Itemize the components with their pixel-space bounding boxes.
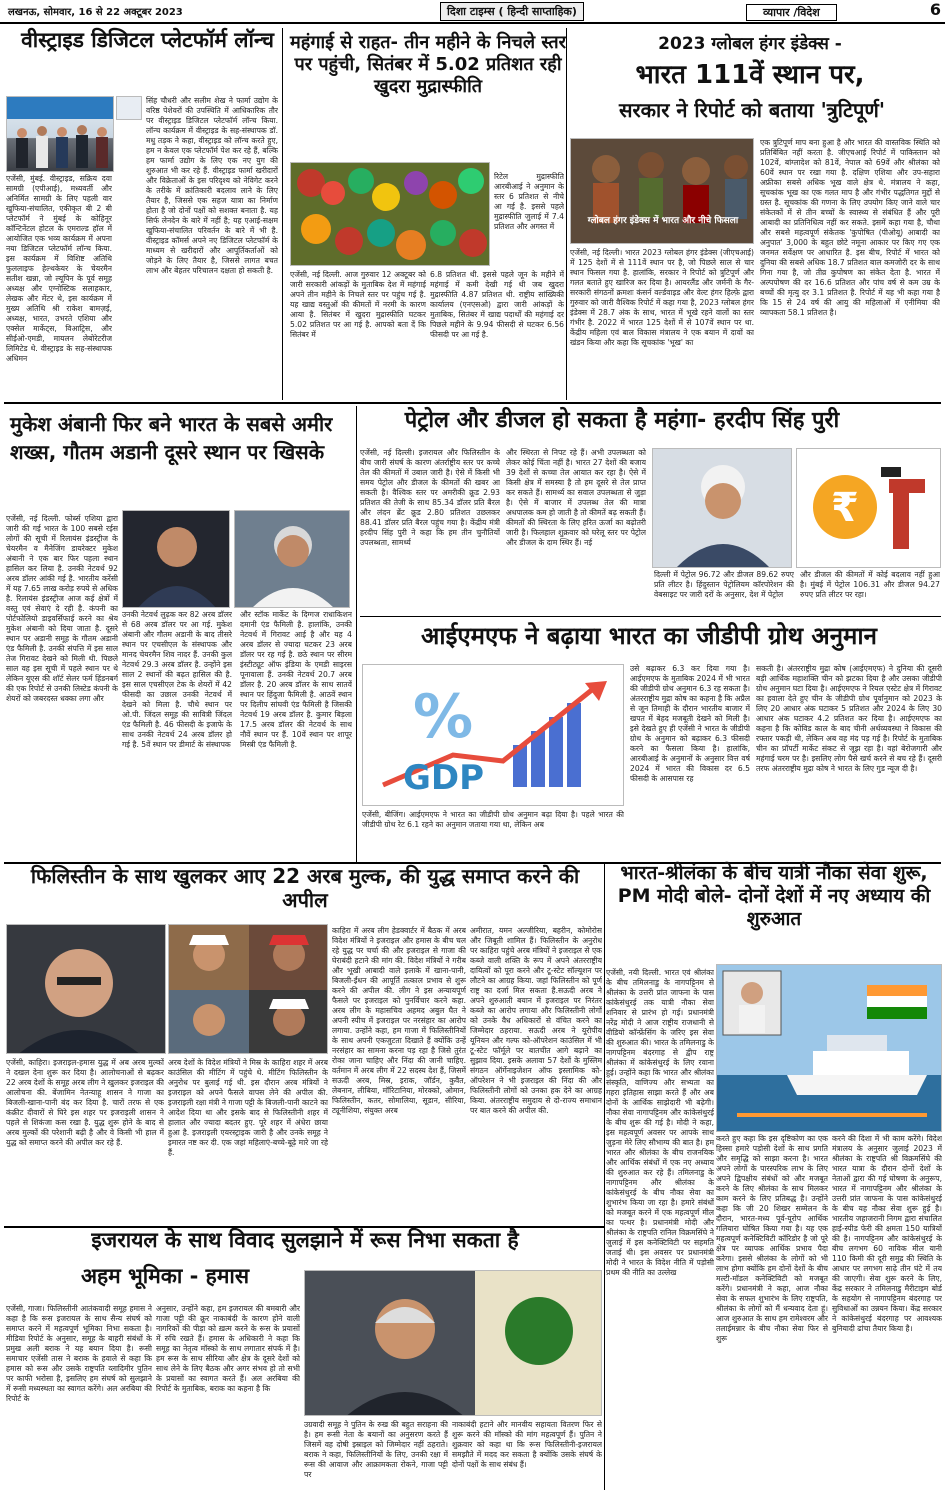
column-divider: [356, 406, 357, 864]
section-name: व्यापार /विदेश: [746, 4, 837, 21]
body-inflation-col1: एजेंसी, नई दिल्ली. आज गुरुवार 12 अक्टूबर को जारी सरकारी आंकड़ों के मुताबिक देश में महंगाई अपने तीन महीने के निचले स्तर पर पहुंच गई है. यह खाद्य वस्तुओं की कीमतों में नरमी के कारण आया है. सितंबर में खुदरा मुद्रास्फीति घटकर 5.02 प्रतिशत पर आ गई है. आपको बता दें कि सितंबर में: [290, 270, 426, 340]
body-ferry-col1: एजेंसी, नयी दिल्ली. भारत एवं श्रीलंका के बीच तमिलनाडु के नागपट्टिनम से श्रीलंका के उत्तरी प्रांत जाफना के पास कांकेसंथुरई तक यात्री नौका सेवा शनिवार से प्रारंभ हो गई। प्रधानमंत्री नरेंद्र मोदी ने आज राष्ट्रीय राजधानी से वीडियो कॉन्फ्रेंसिंग के जरिए इस सेवा की शुरुआत की। भारत के तमिलनाडु के नागपट्टिनम बंदरगाह से द्वीप राष्ट्र श्रीलंका में कांकेसंथुरई के लिए रवाना हुई। उन्होंने कहा कि भारत और श्रीलंका संस्कृति, वाणिज्य और सभ्यता का गहरा इतिहास साझा करते हैं और अब दोनों के आर्थिक साझेदारी भी बढ़ेगी। नौका सेवा नागापट्टिनम और कांकेसंथुरई के बीच शुरू की गई है। मोदी ने कहा, इस महत्वपूर्ण अवसर पर आपके साथ जुड़ना मेरे लिए सौभाग्य की बात है। हम भारत और श्रीलंका के बीच राजनयिक और आर्थिक संबंधों में एक नए अध्याय की शुरुआत कर रहे हैं। तमिलनाडु के नागापट्टिनम और श्रीलंका के कांकेसंथुरई के बीच नौका सेवा का शुभारंभ किया जा रहा है। हमारे संबंधों को मजबूत करने में एक महत्वपूर्ण मील का पत्थर है। प्रधानमंत्री मोदी और श्रीलंका के राष्ट्रपति रानिल विक्रमसिंघे ने जुलाई में इस कनेक्टिविटी पर सहमति जताई थी। इस अवसर पर प्रधानमंत्री मोदी ने भारत के विदेश नीति में पड़ोसी प्रथम की नीति का उल्लेख: [606, 968, 714, 1278]
portrait-illustration: [235, 511, 350, 608]
body-ambani-col1: एजेंसी, नई दिल्ली. फोर्ब्स एशिया द्वारा जारी की गई भारत के 100 सबसे रईस लोगों की सूची में रिलायंस इंडस्ट्रीज के चेयरमैन व मैनेजिंग डायरेक्टर मुकेश अंबानी ने एक बार फिर पहला स्थान हासिल कर लिया है. उनकी नेटवर्थ 92 अरब डॉलर आंकी गई है. भारतीय करेंसी में यह 7.65 लाख करोड़ रुपये से अधिक है. रिलायंस इंडस्ट्रीज आज कई क्षेत्रों में वस्तु एवं सेवाएं दे रही है. कंपनी का पोर्टफोलियो डाइवर्सिफाई करने का श्रेय मुकेश अंबानी को दिया जाता है. दूसरे स्थान पर अडानी समूह के गौतम अडानी एंड फैमिली है. उनकी संपत्ति में इस साल तेज गिरावट देखने को मिली थी. पिछले साल वह इस सूची में पहले स्थान पर थे लेकिन यूएस की शॉर्ट सेलर फर्म हिंडनबर्ग की एक रिपोर्ट से उनकी लिस्टेड कंपनी के शेयरों को जबरदस्त धक्का लगा और: [6, 514, 118, 704]
body-ferry-col2: करते हुए कहा कि इस दृष्टिकोण का एक हिस्सा हमारे पड़ोसी देशों के साथ प्रगति और समृद्धि को साझा करना है। भारत अपने लोगों के पारस्परिक लाभ के लिए अपने द्विपक्षीय संबंधों को और मजबूत करने के लिए श्रीलंका के साथ मिलकर काम करने के लिए प्रतिबद्ध है। उन्होंने कहा कि जी 20 शिखर सम्मेलन के दौरान, भारत-मध्य पूर्व-यूरोप आर्थिक गलियारा घोषित किया गया है। यह एक महत्वपूर्ण कनेक्टिविटी कॉरिडोर है जो पूरे क्षेत्र पर व्यापक आर्थिक प्रभाव पैदा करेगा। इससे श्रीलंका के लोगों को भी लाभ होगा क्योंकि हम दोनों देशों के बीच मल्टी-मॉडल कनेक्टिविटी को मजबूत करेंगे। प्रधानमंत्री ने कहा, आज नौका सेवा के सफल शुभारंभ के लिए राष्ट्रपति, श्रीलंका के लोगों को मैं धन्यवाद देता हूं। आज शुरुआत के साथ हम रामेश्वरम और तलाईमन्नार के बीच नौका सेवा फिर से शुरू: [716, 1134, 828, 1344]
vegetables-illustration: [291, 163, 490, 266]
photo-gdp-graphic: [362, 664, 624, 806]
body-imf-col1: उसे बढ़ाकर 6.3 कर दिया गया है। आईएमएफ के मुताबिक 2024 में भी भारत की जीडीपी ग्रोथ अनुमान 6.3 रह सकता है। अंतरराष्ट्रीय मुद्रा कोष का कहना है कि अप्रैल से जून तिमाही के दौरान भारतीय बाजार में खपत में बेहद मजबूती देखने को मिली है। इसे देखते हुए ही एजेंसी ने भारत के जीडीपी ग्रोथ के अनुमान को बढ़ाकर 6.3 फीसदी करने का फैसला किया है। हालांकि, आरबीआई के अनुमानों के अनुसार वित्त वर्ष 2024 में भारत की विकास दर 6.5 फीसदी के आसपास रह: [630, 664, 750, 784]
leaders-collage-illustration: [169, 925, 328, 1054]
body-hamas-col1: एजेंसी, गाजा। फिलिस्तीनी आतंकवादी समूह हमास ने कहा है कि रूस इजरायल के साथ सैन्य संघर्ष को समाप्त करने में महत्वपूर्ण भूमिका निभा सकता है। मीडिया रिपोर्ट के अनुसार, समूह के बाहरी संबंधों के प्रमुख अली बराक ने यह बयान दिया है। रूसी समाचार एजेंसी तास ने बराक के हवाले से कहा कि हमास को रूस और उसके राष्ट्रपति व्लादिमीर पुतिन पर काफी भरोसा है, इसलिए हम संघर्ष को सुलझाने में रूसी मध्यस्थता का स्वागत करेंगे। अल अरबिया की रिपोर्ट के: [6, 1304, 152, 1404]
headline-hunger-line3: सरकार ने रिपोर्ट को बताया 'त्रुटिपूर्ण': [618, 98, 885, 122]
column-divider: [282, 28, 283, 400]
body-ambani-col3: और स्टॉक मार्केट के दिग्गज राधाकिशन दमानी एंड फैमिली है. हालांकि, उनकी नेटवर्थ में गिरावट आई है और यह 4 अरब डॉलर से ज्यादा घटकर 23 अरब डॉलर पर रह गई है. छठे स्थान पर सीरम इंस्टीट्यूट ऑफ इंडिया के एमडी साइरस पूनावाला हैं. उनकी नेटवर्थ 20.7 अरब डॉलर है. 20 अरब डॉलर के साथ सातवें स्थान पर हिंदुजा फैमिली है. आठवें स्थान पर दिलीप सांघवी एंड फैमिली है जिसकी नेटवर्थ 19 अरब डॉलर है. कुमार बिड़ला 17.5 अरब डॉलर की नेटवर्थ के साथ नौवें स्थान पर हैं. 10वें स्थान पर शापूर मिस्त्री एंड फैमिली है.: [240, 610, 352, 750]
body-vestride-col1: एजेंसी, मुंबई. वीस्ट्राइड, सक्रिय दवा सामग्री (एपीआई), मध्यवर्ती और अनिर्मित सामग्री के लिए पहली वार खुफिया-संचालित, एकीकृत बी 2 बी प्लेटफॉर्म ने मुंबई के कोहिनूर कॉन्टिनेंटल होटल के एमराल्ड हॉल में आयोजित एक भव्य कार्यक्रम में अपना नया डिजिटल प्लेटफॉर्म लॉन्च किया. इस कार्यक्रम में विशिष्ट अतिथि फुललाइफ हेल्थकेयर के चेयरमैन सतीश खन्ना, जो ल्यूपिन के पूर्व समूह अध्यक्ष और एग्नोस्टिक सलाहकार, लेखक और मेंटर थे, इस कार्यक्रम में मुख्य अतिथि श्री राकेश बामज़ई, अध्यक्ष, भारत, उभरते एशिया और एक्सेल मार्केट्स, विआट्रिस, और सीईओ-एमडी, मायलन लेबोरेटरीज लिमिटेड थे. वीस्ट्राइड के सह-संस्थापक अधिमन: [6, 174, 112, 364]
body-imf-col2: सकती है। अंतरराष्ट्रीय मुद्रा कोष (आईएमएफ) ने दुनिया की दूसरी बड़ी आर्थिक महाशक्ति चीन को झटका दिया है और उसका जीडीपी ग्रोथ अनुमान घटा दिया है। आईएमएफ ने रियल एस्टेट क्षेत्र में गिरावट का हवाला देते हुए चीन के जीडीपी ग्रोथ पूर्वानुमान को 2023 के लिए 20 आधार अंक घटाकर 5 प्रतिशत और 2024 के लिए 30 आधार अंक घटाकर 4.2 प्रतिशत कर दिया है। आईएमएफ का कहना है कि कोविड काल के बाद चीनी अर्थव्यवस्था ने विकास की रफ्तार पकड़ी थी, लेकिन अब वह मंद पड़ गई है। रिपोर्ट के मुताबिक चीन का प्रॉपर्टी मार्केट संकट से जूझ रहा है। वहां बेरोजगारी और महंगाई चरम पर है। इसलिए लोग पैसे खर्च करने से बच रहे हैं। दूसरी तरफ अंतरराष्ट्रीय मुद्रा कोष ने भारत के लिए गुड न्यूज दी है।: [756, 664, 942, 774]
body-hamas-col4: नाकाबंदी हटाने और मानवीय सहायता वितरण फिर से शुरू करने की मॉस्को की मांग महत्वपूर्ण हैं। पुतिन ने शुक्रवार को कहा था कि रूस फिलिस्तीनी-इजरायल समझौते में मदद कर सकता है क्योंकि उसके संघर्ष के दोनों पक्षों के साथ संबंध हैं।: [452, 1420, 602, 1470]
photo-mukesh-ambani: [122, 510, 230, 608]
photo-hardeep-puri: [652, 448, 792, 568]
headline-hunger-line1: 2023 ग्लोबल हंगर इंडेक्स -: [658, 34, 842, 54]
percent-sign: %: [413, 682, 474, 752]
body-inflation-col2: 6.8 प्रतिशत थी. इससे पहले जून के महीने में महंगाई में कमी देखी गई थी जब खुदरा मुद्रास्फीति 4.87 प्रतिशत थी. राष्ट्रीय सांख्यिकी कार्यालय (एनएसओ) द्वारा जारी आंकड़ों के मुताबिक, सितंबर में खाद्य पदार्थों की महंगाई दर पिछले महीने के 9.94 फीसदी से घटकर 6.56 फीसदी पर आ गई है.: [430, 270, 564, 340]
body-hunger-col2: एक त्रुटिपूर्ण माप बना हुआ है और भारत की वास्तविक स्थिति को प्रतिबिंबित नहीं करता है. जीएचआई रिपोर्ट में पाकिस्तान को 102वें, बांग्लादेश को 81वें, नेपाल को 69वें और श्रीलंका को 60वें स्थान पर रखा गया है. दक्षिण एशिया और उप-सहारा अफ्रीका सबसे अधिक भूख वाले क्षेत्र थे. मंत्रालय ने कहा, सूचकांक भूख का एक गलत माप है और गंभीर पद्धतिगत मुद्दों से ग्रस्त है. सूचकांक की गणना के लिए उपयोग किए जाने वाले चार संकेतकों में से तीन बच्चों के स्वास्थ्य से संबंधित हैं और पूरी आबादी का प्रतिनिधित्व नहीं कर सकते. इसमें कहा गया है, चौथा और सबसे महत्वपूर्ण संकेतक 'कुपोषित (पीओयू) आबादी का अनुपात' 3,000 के बहुत छोटे नमूना आकार पर किए गए एक जनमत सर्वेक्षण पर आधारित है. इस बीच, रिपोर्ट में भारत को दुनिया की सबसे अधिक 18.7 प्रतिशत बाल कमजोरी दर के साथ गिना गया है, जो तीव्र कुपोषण का संकेत देता है. भारत में अल्पपोषण की दर 16.6 प्रतिशत और पांच वर्ष से कम उम्र के बच्चों की मृत्यु दर 3.1 प्रतिशत है. रिपोर्ट में यह भी कहा गया है कि 15 से 24 वर्ष की आयु की महिलाओं में एनीमिया की व्यापकता 58.1 प्रतिशत है।: [760, 138, 940, 318]
portrait-illustration: [653, 449, 792, 568]
body-inflation-side: रिटेल मुद्रास्फीति आरबीआई ने अनुमान के स्तर 6 प्रतिशत से नीचे आ गई है. इससे पहले मुद्रास्फीति जुलाई में 7.4 प्रतिशत और अगस्त में: [494, 172, 564, 232]
body-arab-col2: अरब देशों के विदेश मंत्रियों ने मिस्र के काहिरा शहर में अरब काउंसिल की मीटिंग में पहुंचे थे. मीटिंग फिलिस्तीन के अनुरोध पर बुलाई गई थी. इस दौरान अरब मंत्रियों ने इजराइल को अपने फैसले वापस लेने की अपील की. इजराइली रक्षा मंत्री ने गाजा पट्टी के बिजली-पानी काटने का आदेश दिया था और इसके बाद से फिलिस्तीनी शहर में हालात और ज्यादा बदतर हुए. पूरे शहर में अंधेरा छाया हुआ है. इजराइली एयरस्ट्राइक जारी है और उनके समूह ने इमारत नष्ट कर दी. एक जहां महिलाएं-बच्चे-बूढ़े मारे जा रहे हैं.: [168, 1058, 328, 1158]
gdp-growth-illustration: [363, 665, 624, 806]
gdp-label: GDP: [403, 758, 485, 798]
photo-hungry-children: [570, 138, 754, 244]
photo-arab-leaders: [168, 924, 328, 1054]
body-arab-col3: काहिरा में अरब लीग हेडक्वार्टर में बैठक में अरब विदेश मंत्रियों ने इजराइल और हमास के बीच चल रहे युद्ध पर चर्चा की और इजराइल से गाजा की घेराबंदी हटाने की मांग की. विदेश मंत्रियों ने गरीब और भूखी आबादी वाले इलाके में खाना-पानी, बिजली-ईंधन की आपूर्ति तत्काल प्रभाव से शुरू करने की अपील की. लीग ने इस अन्यायपूर्ण फैसले पर इजराइल को पुनर्विचार करने कहा. अरब लीग के महासचिव अहमद अबुल घैत ने अपनी स्पीच में इजराइल पर नरसंहार का आरोप लगाया. उन्होंने कहा, हम गाजा में फिलिस्तीनियों के साथ अपनी एकजुटता दिखाते हैं क्योंकि उन्हें नरसंहार का सामना करना पड़ रहा है जिसे तुरंत रोका जाना चाहिए और निंदा की जानी चाहिए. वर्तमान में अरब लीग में 22 सदस्य देश हैं, जिसमें सऊदी अरब, मिस्र, इराक, जॉर्डन, कुवैत, लेबनान, लीबिया, मॉरिटानिया, मोरक्को, ओमान, फिलिस्तीन, कतर, सोमालिया, सूडान, सीरिया, ट्यूनीशिया, संयुक्त अरब: [332, 926, 466, 1116]
headline-ambani: मुकेश अंबानी फिर बने भारत के सबसे अमीर शख्स, गौतम अडानी दूसरे स्थान पर खिसके: [10, 412, 333, 464]
column-divider: [604, 864, 605, 1490]
photo-fuel-rupee: [796, 448, 941, 568]
headline-petrol: पेट्रोल और डीजल हो सकता है महंगा- हरदीप सिंह पुरी: [404, 408, 840, 433]
headline-hamas-line1: इजरायल के साथ विवाद सुलझाने में रूस निभा सकता है: [91, 1228, 519, 1252]
headline-hunger-line2: भारत 111वें स्थान पर,: [635, 60, 865, 90]
photo-hamas-official: [304, 1270, 602, 1416]
photo-netanyahu: [6, 924, 166, 1054]
headline-vestride: वीस्ट्राइड डिजिटल प्लेटफॉर्म लॉन्च: [21, 28, 274, 52]
photo-vegetables: [290, 162, 490, 266]
section-divider: [360, 616, 941, 617]
headline-hamas-line2: अहम भूमिका - हमास: [80, 1264, 250, 1288]
body-hamas-col2: अनुसार, उन्होंने कहा, हम इजरायल की बमबारी और गाजा पट्टी की क्रूर नाकाबंदी के कारण होने वाली नागरिकों की पीड़ा को ख़त्म करने के रूस के प्रयासों में रुचि रखते हैं। हमास के अधिकारी ने कहा कि समूह का नेतृत्व मॉस्को के साथ लगातार संपर्क में है। हम रूस के साथ सीरिया और क्षेत्र के दूसरे देशों को साथ लेने के लिए बैठक और अगर संभव हो तो सभी के प्रयासों का स्वागत करते हैं। अल अरबिया की रिपोर्ट के मुताबिक, बराक का कहना है कि: [156, 1304, 300, 1394]
section-divider: [4, 402, 941, 404]
body-arab-col1: एजेंसी, काहिरा। इजराइल-हमास युद्ध में अब अरब मुल्कों ने दखल देना शुरू कर दिया है। आलोचनाओं से बढ़कर 22 अरब देशों के समूह अरब लीग ने खुलकर इजराइल की आलोचना की. बेंजामिन नेतन्याहू शासन ने गाजा का बिजली-खाना-पानी बंद कर दिया है. चारों तरफ से एक कंक्रीट दीवारों से घिरे इस शहर पर इजराइली शासन ने पहले से शिकंजा कस रखा है. युद्ध शुरू होने के बाद से अरब मुल्कों की परेशानी बढ़ी है और वे किसी भी हाल में युद्ध को समाप्त करने की अपील कर रहे हैं.: [6, 1058, 164, 1148]
portrait-illustration: [305, 1271, 602, 1416]
issue-date: लखनऊ, सोमवार, 16 से 22 अक्टूबर 2023: [8, 7, 183, 18]
photo-gautam-adani: [234, 510, 350, 608]
body-hamas-col3: उग्रवादी समूह ने पुतिन के रुख की बहुत सराहना की है। हम रूसी नेता के बयानों का अनुसरण करते हैं जिसमें वह दोषी इस्राइल को जिम्मेदार नहीं ठहराते। बराक ने कहा, फिलिस्तीनियों के लिए, उनकी रक्षा में रूस की आवाज और आक्रामकता रोकने, गाजा पट्टी पर: [304, 1420, 448, 1480]
body-arab-col4: अमीरात, यमन अल्जीरिया, बहरीन, कोमोरोस और जिबूती शामिल हैं। फिलिस्तीन के अनुरोध पर काहिरा पहुंचे अरब मंत्रियों ने इजराइल से एक कब्जे वाली शक्ति के रूप में अपने अंतरराष्ट्रीय दायित्वों को पूरा करने और टू-स्टेट सॉल्यूशन पर लौटने का आग्रह किया. जहां फिलिस्तीन को पूर्ण राष्ट्र का दर्जा मिल सकता है.सऊदी अरब ने अपने शुरुआती बयान में इजराइल पर निरंतर कब्जे का आरोप लगाया और फिलिस्तीनी लोगों को उनके वैध अधिकारों से वंचित करने का जिम्मेदार ठहराया. सऊदी अरब ने यूरोपीय यूनियन और गल्फ को-ऑपरेशन काउंसिल में भी टू-स्टेट फॉर्मूले पर बातचीत आगे बढ़ाने का सुझाव दिया. इसके अलावा 57 देशों के मुस्लिम संगठन ऑर्गेनाइजेशन ऑफ इस्लामिक को-ऑपरेशन ने भी इजराइल की निंदा की और फिलिस्तीनी लोगों को उनका हक देने का आग्रह किया. अंतरराष्ट्रीय समुदाय से दो-राज्य समाधान पर बात करने की अपील की.: [470, 926, 602, 1116]
headline-ferry: भारत-श्रीलंका के बीच यात्री नौका सेवा शुरू, PM मोदी बोले- दोनों देशों में नए अध्याय की शुरुआत: [617, 862, 931, 931]
headline-arab-league: फिलिस्तीन के साथ खुलकर आए 22 अरब मुल्क, की युद्ध समाप्त करने की अपील: [30, 864, 580, 913]
photo-ferry-launch: [716, 964, 942, 1132]
portrait-illustration: [123, 511, 230, 608]
ferry-illustration: [717, 965, 942, 1132]
column-divider: [566, 28, 567, 400]
headline-inflation: महंगाई से राहत- तीन महीने के निचले स्तर पर पहुंची, सितंबर में 5.02 प्रतिशत रही खुदरा मुद्रास्फीति: [290, 32, 566, 97]
fuel-nozzle-rupee-illustration: [797, 449, 941, 568]
photo-vestride-launch: [6, 96, 114, 172]
body-petrol-col3: दिल्ली में पेट्रोल 96.72 और डीजल 89.62 रुपए प्रति लीटर है। हिंदुस्तान पेट्रोलियम कॉरपोरेशन की वेबसाइट पर जारी दरों के अनुसार, देश में पेट्रोल: [654, 570, 794, 600]
portrait-illustration: [7, 925, 166, 1054]
children-illustration: [571, 139, 754, 244]
body-petrol-col2: और स्थिरता से निपट रहे हैं। अभी उपलब्धता को लेकर कोई चिंता नहीं है। भारत 27 देशों की बजाय 39 देशों से कच्चा तेल आयात कर रहा है। ऐसे में किसी क्षेत्र में समस्या है तो हम दूसरे से तेल प्राप्त कर सकते हैं। सामर्थ्य का सवाल उपलब्धता से जुड़ा है। ऐसे में बाजार में उपलब्ध तेल की मात्रा अधपालक कम हो जाती है तो कीमतें बढ़ सकती हैं। कीमतों की स्थिरता के लिए हरित ऊर्जा का बढ़ोतरी जारी है। फिलहाल शुक्रवार को घरेलू स्तर पर पेट्रोल और डीजल के दाम स्थिर हैं। नई: [506, 448, 646, 548]
newspaper-name: दिशा टाइम्स ( हिन्दी साप्ताहिक): [440, 2, 584, 21]
body-petrol-col1: एजेंसी, नई दिल्ली। इजरायल और फिलिस्तीन के बीच जारी संघर्ष के कारण अंतर्राष्ट्रीय स्तर पर कच्चे तेल की कीमतों में उबाल जारी है। ऐसे में किसी भी समय पेट्रोल और डीजल के कीमतों की खबर आ सकती है। वैश्विक स्तर पर अमरीकी क्रूड 2.93 प्रतिशत की तेजी के साथ 85.34 डॉलर प्रति बैरल और लंदन ब्रेंट क्रूड 2.80 प्रतिशत उछलकर 88.41 डॉलर प्रति बैरल पहुंच गया है। केंद्रीय मंत्री हरदीप सिंह पुरी ने कहा कि हम तीन चुनौतियों उपलब्धता, सामर्थ्य: [360, 448, 500, 548]
body-petrol-col4: और डीजल की कीमतों में कोई बदलाव नहीं हुआ है। मुंबई में पेट्रोल 106.31 और डीजल 94.27 रुपए प्रति लीटर पर रहा।: [800, 570, 940, 600]
body-ferry-col3: करने की दिशा में भी काम करेंगे। विदेश मंत्रालय के अनुसार जुलाई 2023 में श्रीलंका के राष्ट्रपति श्री विक्रमसिंघे की भारत यात्रा के दौरान दोनों देशों के नेताओं द्वारा की गई घोषणा के अनुरूप, भारत में नागापट्टिनम और श्रीलंका के उत्तरी प्रांत जाफना के पास कांकेसंथुरई के बीच यह नौका सेवा शुरू हुई है। भारतीय जहाजरानी निगम द्वारा संचालित हाई-स्पीड फेरी की क्षमता 150 यात्रियों की है। नागपट्टिनम और कांकेसंथुरई के बीच लगभग 60 नाविक मील यानी 110 किमी की दूरी समुद्र की स्थिति के आधार पर लगभग साढ़े तीन घंटे में तय की जाएगी। सेवा शुरू करने के लिए, केंद्र सरकार ने तमिलनाडु मैरीटाइम बोर्ड के सहयोग से नागापट्टिनम बंदरगाह पर सुविधाओं का उन्नयन किया। केंद्र सरकार ने कांकेसंथुरई बंदरगाह पर आवश्यक बुनियादी ढांचा तैयार किया है।: [832, 1134, 942, 1334]
body-ambani-col2: उनकी नेटवर्थ लुढ़क कर 82 अरब डॉलर से 68 अरब डॉलर पर आ गई. मुकेश अंबानी और गौतम अडानी के बाद तीसरे स्थान पर एचसीएल के संस्थापक और मानद चेयरमैन शिव नादर हैं. उनकी कुल नेटवर्थ 29.3 अरब डॉलर है. उन्होंने इस साल 2 स्थानों की बढ़त हासिल की है. इस साल एचसीएल टेक के शेयरों में 42 फीसदी का उछाल उनकी नेटवर्थ में देखने को मिला है. चौथे स्थान पर ओ.पी. जिंदल समूह की सावित्री जिंदल एंड फैमिली है. 46 फीसदी के इजाफे के साथ उनकी नेटवर्थ 24 अरब डॉलर हो गई है. 5वें स्थान पर डीमार्ट के संस्थापक: [122, 610, 232, 750]
photo-caption-hunger: ग्लोबल हंगर इंडेक्स में भारत और नीचे फिसला: [587, 216, 739, 226]
people-illustration: [7, 97, 114, 172]
newspaper-header: [0, 0, 945, 24]
photo-vestride-thumb-1: [116, 96, 142, 120]
page-number: 6: [929, 0, 941, 19]
caption-imf: एजेंसी, बीजिंग। आईएमएफ ने भारत का जीडीपी ग्रोथ अनुमान बढ़ा दिया है। पहले भारत की जीडीपी ग्रोथ रेट 6.1 रहने का अनुमान जताया गया था, लेकिन अब: [362, 810, 624, 830]
body-vestride-col2: सिंह चौधरी और सलीम शेख ने फार्मा उद्योग के वरिष्ठ पेशेवरों की उपस्थिति में आधिकारिक तौर पर वीस्ट्राइड डिजिटल प्लेटफॉर्म लॉन्च किया. लॉन्च कार्यक्रम में वीस्ट्राइड के सह-संस्थापक डॉ. मधु तड़क ने कहा, वीस्ट्राइड को लॉन्च करते हुए, हम न केवल एक प्लेटफॉर्म पेश कर रहे हैं, बल्कि हम फार्मा उद्योग के लिए एक नए युग की शुरुआत भी कर रहे हैं. वीस्ट्राइड फार्मा खरीदारों और विक्रेताओं के इस परिदृश्य को नेविगेट करने के तरीके में क्रांतिकारी बदलाव लाने के लिए तैयार है, जिससे एक सहज यात्रा का निर्माण होता है जो दोनों पक्षों को सशक्त बनाता है. यह सिर्फ लेनदेन के बारे में नहीं है; यह एआई-सक्षम खुफिया-संचालित परिवर्तन के बारे में भी है. वीस्ट्राइड कॉमर्स अपने नए डिजिटल प्लेटफॉर्म के माध्यम से खरीदारों और आपूर्तिकर्ताओं को जोड़ने के लिए तैयार है, जिससे लागत बचत लाभ और बेहतर परिचालन दक्षता हो सकती है.: [146, 96, 278, 276]
headline-imf: आईएमएफ ने बढ़ाया भारत का जीडीपी ग्रोथ अनुमान: [421, 622, 877, 650]
svg-text:₹: ₹: [831, 485, 859, 531]
body-hunger-col1: एजेंसी, नई दिल्ली। भारत 2023 ग्लोबल हंगर इंडेक्स (जीएचआई) में 125 देशों में से 111वें स्थान पर है, जो पिछले साल से चार स्थान फिसल गया है. हालांकि, सरकार ने रिपोर्ट को त्रुटिपूर्ण और गलत बताते हुए खारिज कर दिया है। आयरलैंड और जर्मनी के गैर-सरकारी संगठनों क्रमशः कंसर्न वर्ल्डवाइड और वेल्ट हंगर हिल्फ़े द्वारा गुरुवार को जारी वैश्विक रिपोर्ट में कहा गया है, 2023 ग्लोबल हंगर इंडेक्स में 28.7 अंक के साथ, भारत में भूखे रहने वालों का स्तर गंभीर है. 2022 में भारत 125 देशों में से 107वें स्थान पर था. केंद्रीय महिला एवं बाल विकास मंत्रालय ने एक बयान में दावों का खंडन किया और कहा कि सूचकांक 'भूख' का: [570, 248, 754, 348]
